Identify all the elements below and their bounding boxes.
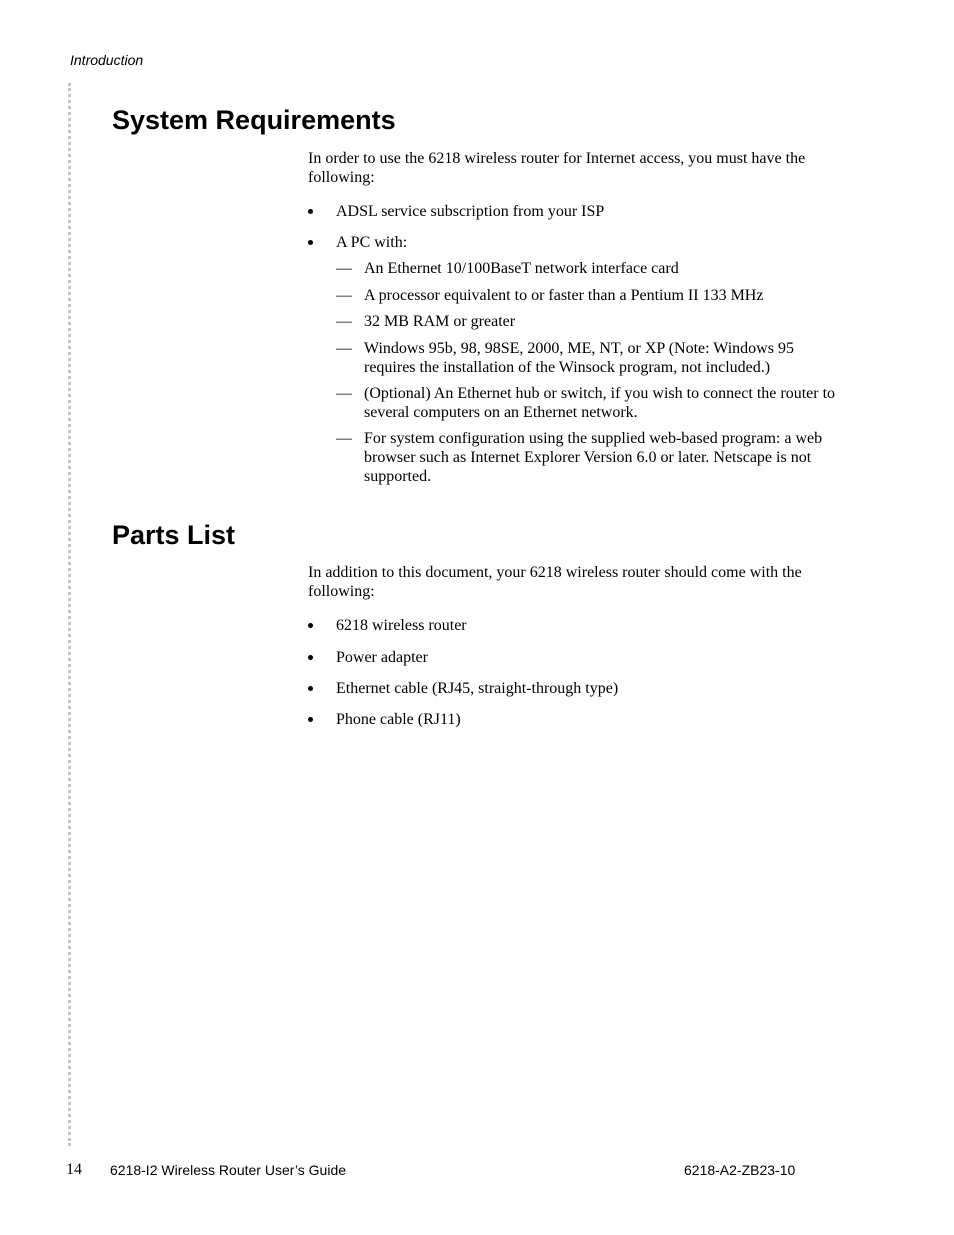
heading-parts-list: Parts List [112,520,236,550]
sub-list-item-text: A processor equivalent to or faster than a Pentium II 133 MHz [364,287,764,304]
dash-marker: — [336,430,352,447]
footer-guide-title: 6218-I2 Wireless Router User’s Guide [110,1162,347,1178]
dash-marker: — [336,313,352,330]
list-item-text: Phone cable (RJ11) [336,711,461,728]
sub-list-item-text: 32 MB RAM or greater [364,313,516,330]
bullet-dot [308,686,313,691]
heading-system-requirements: System Requirements [112,105,396,135]
dash-marker: — [336,260,352,277]
list-item-text: Power adapter [336,649,428,666]
parts-list-intro: In addition to this document, your 6218 wireless router should come with the following: [308,564,802,600]
dash-marker: — [336,340,352,357]
list-item-text: 6218 wireless router [336,617,467,634]
footer-doc-code: 6218-A2-ZB23-10 [684,1162,796,1178]
list-item-text: A PC with: [336,234,408,251]
sub-list-item-text: For system configuration using the supplied web-based program: a web browser such as Internet Explorer Version 6.0 or later. Netscape is not supported. [364,430,823,485]
list-item-text: ADSL service subscription from your ISP [336,203,605,220]
sub-list-item-text: Windows 95b, 98, 98SE, 2000, ME, NT, or XP (Note: Windows 95 requires the installation of the Winsock program, not included.) [364,340,794,376]
bullet-dot [308,623,313,628]
bullet-dot [308,655,313,660]
dash-marker: — [336,287,352,304]
bullet-dot [308,240,313,245]
bullet-dot [308,209,313,214]
sub-list-item-text: An Ethernet 10/100BaseT network interface card [364,260,679,277]
system-requirements-intro: In order to use the 6218 wireless router for Internet access, you must have the following: [308,150,806,186]
bullet-dot [308,717,313,722]
running-header: Introduction [70,52,144,68]
dash-marker: — [336,385,352,402]
margin-rule [68,83,71,1146]
page-number: 14 [66,1161,82,1178]
sub-list-item-text: (Optional) An Ethernet hub or switch, if you wish to connect the router to several computers on an Ethernet network. [364,385,836,421]
list-item-text: Ethernet cable (RJ45, straight-through type) [336,680,619,697]
